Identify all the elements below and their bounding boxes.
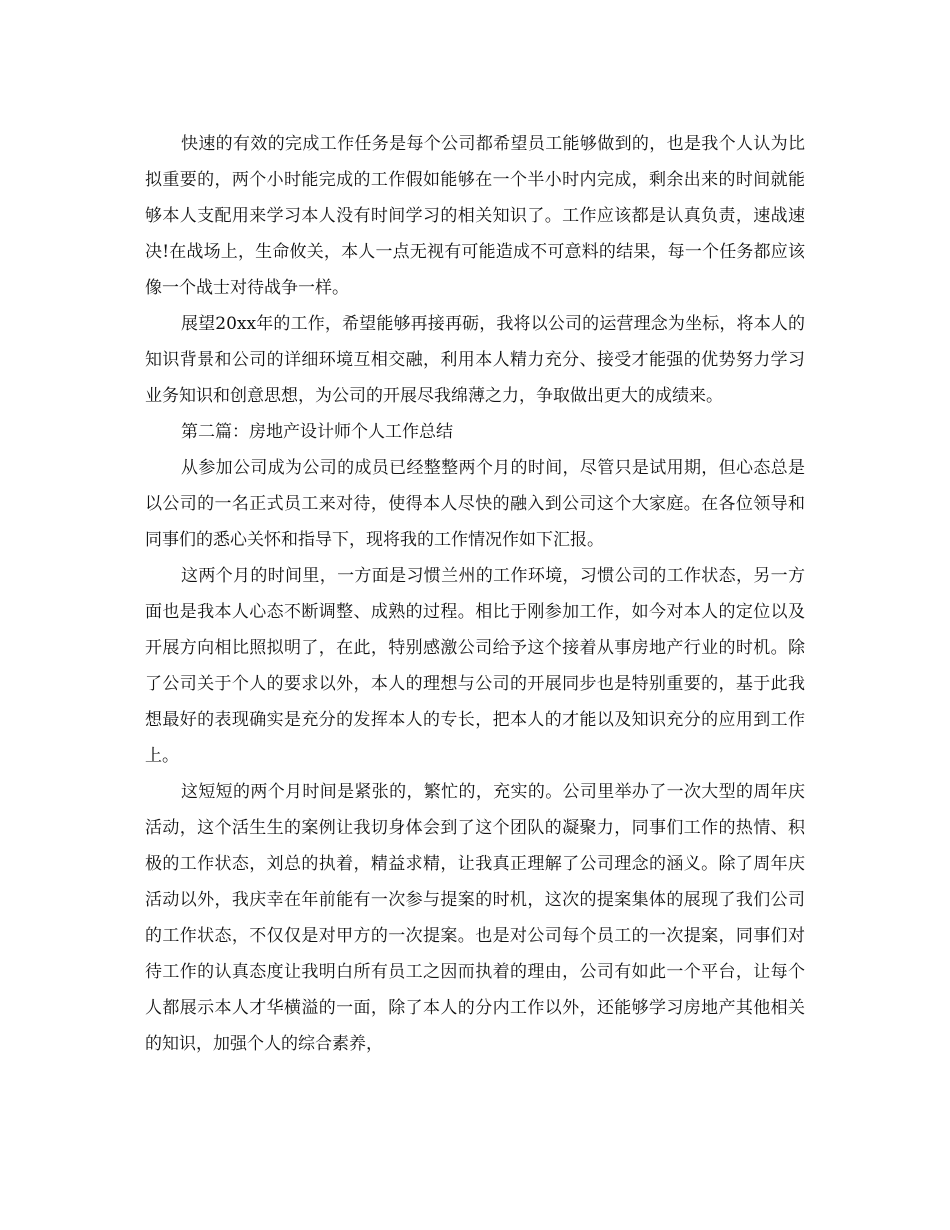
- paragraph-work-efficiency: 快速的有效的完成工作任务是每个公司都希望员工能够做到的，也是我个人认为比拟重要的，两个小时能完成的工作假如能够在一个半小时内完成，剩余出来的时间就能够本人支配用来学习本人没有时间学习的相关知识了。工作应该都是认真负责，速战速决!在战场上，生命攸关，本人一点无视有可能造成不可意料的结果，每一个任务都应该像一个战士对待战争一样。: [145, 134, 805, 298]
- paragraph-two-months: 这两个月的时间里，一方面是习惯兰州的工作环境，习惯公司的工作状态，另一方面也是我本人心态不断调整、成熟的过程。相比于刚参加工作，如今对本人的定位以及开展方向相比照拟明了，在此，特别感激公司给予这个接着从事房地产行业的时机。除了公司关于个人的要求以外，本人的理想与公司的开展同步也是特别重要的，基于此我想最好的表现确实是充分的发挥本人的专长，把本人的才能以及知识充分的应用到工作上。: [145, 566, 805, 766]
- section-heading: 第二篇：房地产设计师个人工作总结: [181, 422, 453, 442]
- paragraph-outlook: 展望20xx年的工作，希望能够再接再砺，我将以公司的运营理念为坐标，将本人的知识背景和公司的详细环境互相交融，利用本人精力充分、接受才能强的优势努力学习业务知识和创意思想，为公司的开展尽我绵薄之力，争取做出更大的成绩来。: [145, 314, 805, 406]
- paragraph-anniversary: 这短短的两个月时间是紧张的，繁忙的，充实的。公司里举办了一次大型的周年庆活动，这个活生生的案例让我切身体会到了这个团队的凝聚力，同事们工作的热情、积极的工作状态，刘总的执着，精益求精，让我真正理解了公司理念的涵义。除了周年庆活动以外，我庆幸在年前能有一次参与提案的时机，这次的提案集体的展现了我们公司的工作状态，不仅仅是对甲方的一次提案。也是对公司每个员工的一次提案，同事们对待工作的认真态度让我明白所有员工之因而执着的理由，公司有如此一个平台，让每个人都展示本人才华横溢的一面，除了本人的分内工作以外，还能够学习房地产其他相关的知识，加强个人的综合素养，: [145, 782, 805, 1054]
- paragraph-joining-company: 从参加公司成为公司的成员已经整整两个月的时间，尽管只是试用期，但心态总是以公司的一名正式员工来对待，使得本人尽快的融入到公司这个大家庭。在各位领导和同事们的悉心关怀和指导下，现将我的工作情况作如下汇报。: [145, 458, 805, 550]
- document-body: [145, 126, 805, 1062]
